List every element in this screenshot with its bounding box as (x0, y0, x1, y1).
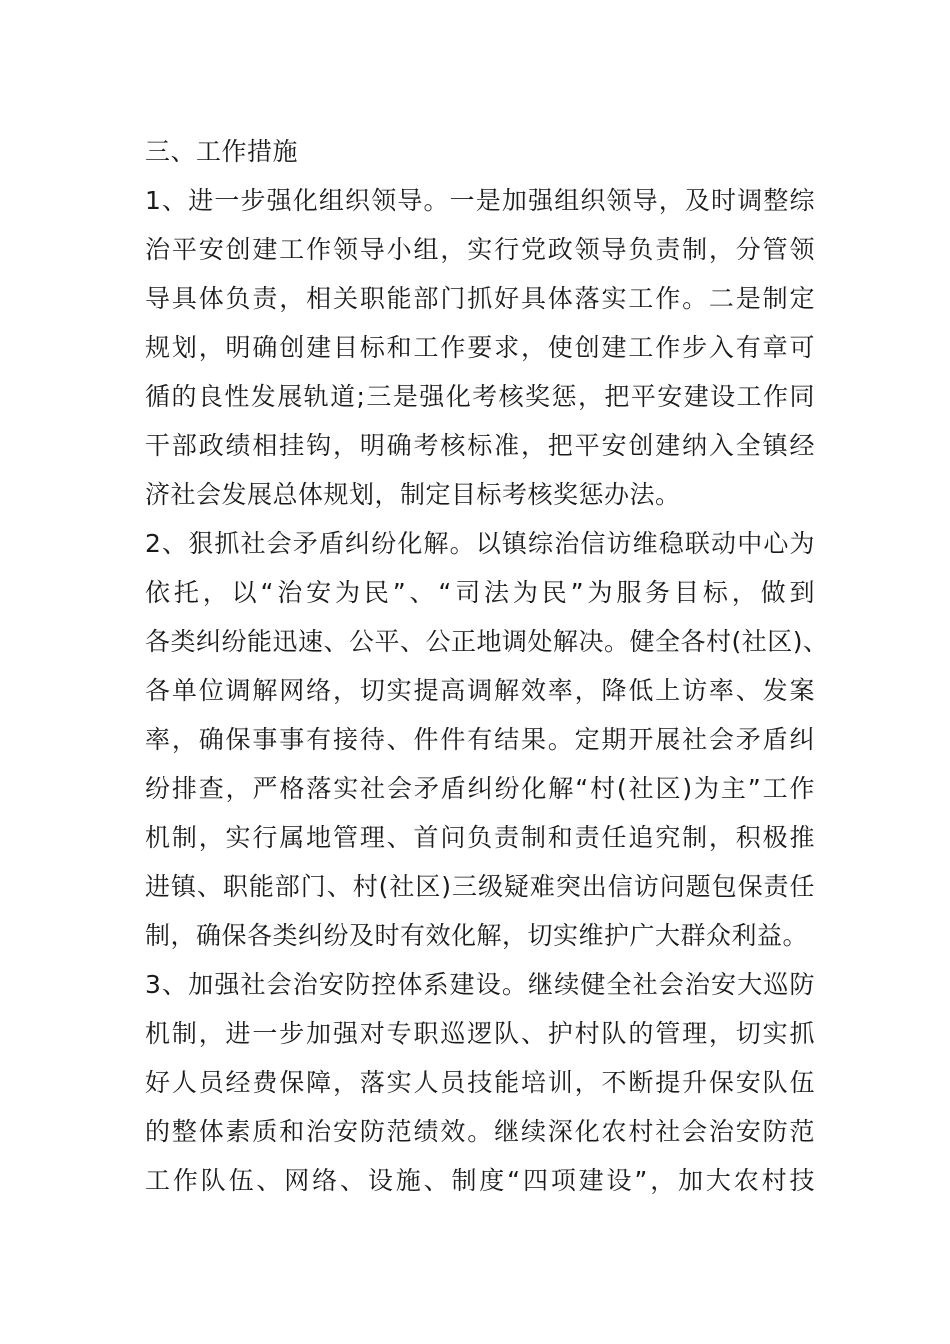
paragraph-line: 治平安创建工作领导小组，实行党政领导负责制，分管领 (145, 235, 815, 264)
section-heading: 三、工作措施 (145, 137, 299, 166)
paragraph-3 (145, 960, 815, 1205)
paragraph-line: 各类纠纷能迅速、公平、公正地调处解决。健全各村(社区)、 (145, 627, 829, 656)
paragraph-line: 3、加强社会治安防控体系建设。继续健全社会治安大巡防 (145, 970, 815, 999)
paragraph-line: 好人员经费保障，落实人员技能培训，不断提升保安队伍 (145, 1068, 815, 1097)
paragraph-line: 率，确保事事有接待、件件有结果。定期开展社会矛盾纠 (145, 725, 815, 754)
paragraph-line: 依托，以“治安为民”、“司法为民”为服务目标，做到 (145, 578, 815, 607)
paragraph-line: 2、狠抓社会矛盾纠纷化解。以镇综治信访维稳联动中心为 (145, 529, 815, 558)
paragraph-line: 导具体负责，相关职能部门抓好具体落实工作。二是制定 (145, 284, 815, 313)
paragraph-2 (145, 519, 829, 960)
paragraph-line: 制，确保各类纠纷及时有效化解，切实维护广大群众利益。 (145, 921, 809, 950)
paragraph-line: 1、进一步强化组织领导。一是加强组织领导，及时调整综 (145, 186, 815, 215)
paragraph-line: 纷排查，严格落实社会矛盾纠纷化解“村(社区)为主”工作 (145, 774, 815, 803)
paragraph-line: 规划，明确创建目标和工作要求，使创建工作步入有章可 (145, 333, 815, 362)
paragraph-line: 机制，进一步加强对专职巡逻队、护村队的管理，切实抓 (145, 1019, 815, 1048)
paragraph-line: 循的良性发展轨道;三是强化考核奖惩，把平安建设工作同 (145, 382, 815, 411)
document-body (145, 127, 829, 1205)
paragraph-1 (145, 176, 815, 519)
paragraph-line: 各单位调解网络，切实提高调解效率，降低上访率、发案 (145, 676, 815, 705)
paragraph-line: 干部政绩相挂钩，明确考核标准，把平安创建纳入全镇经 (145, 431, 815, 460)
paragraph-line: 工作队伍、网络、设施、制度“四项建设”，加大农村技 (145, 1166, 815, 1195)
paragraph-line: 济社会发展总体规划，制定目标考核奖惩办法。 (145, 480, 681, 509)
paragraph-line: 的整体素质和治安防范绩效。继续深化农村社会治安防范 (145, 1117, 815, 1146)
paragraph-line: 机制，实行属地管理、首问负责制和责任追究制，积极推 (145, 823, 815, 852)
paragraph-line: 进镇、职能部门、村(社区)三级疑难突出信访问题包保责任 (145, 872, 815, 901)
